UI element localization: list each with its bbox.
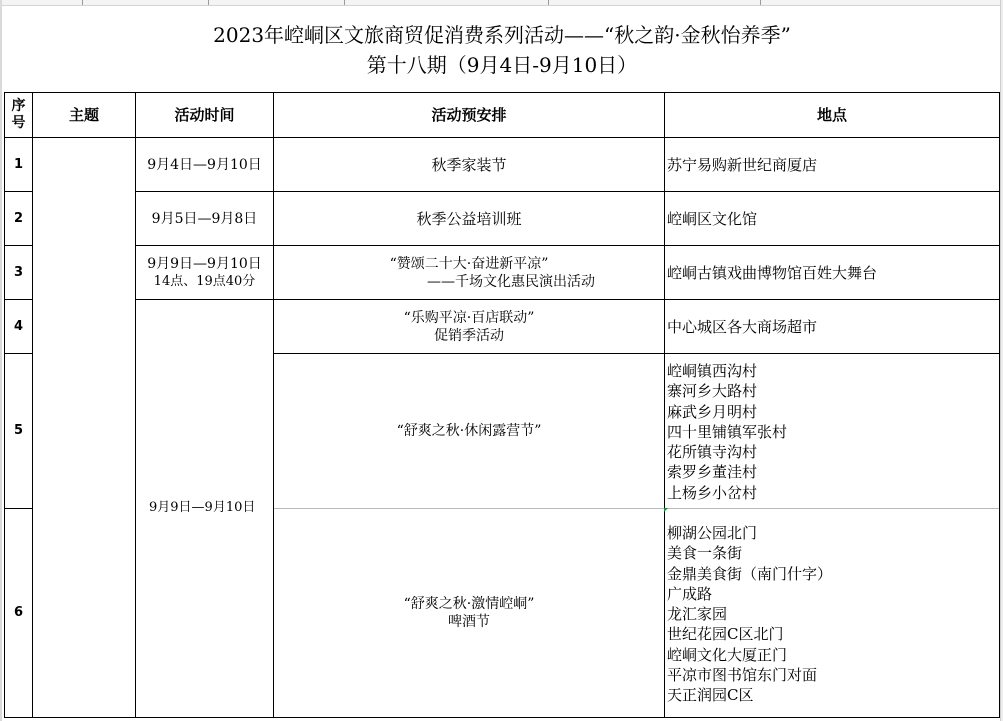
row-plan[interactable] <box>274 138 664 191</box>
column-tick <box>82 0 83 5</box>
row-place[interactable] <box>665 192 999 245</box>
row-plan[interactable] <box>274 300 664 353</box>
row-time-detail: 14点、19点40分 <box>153 273 256 289</box>
row-plan-label: “舒爽之秋·激情崆峒” <box>403 596 535 612</box>
row-place-label: 崆峒古镇戏曲博物馆百姓大舞台 <box>667 263 878 282</box>
row-place[interactable] <box>665 300 999 353</box>
row-seq[interactable] <box>5 192 32 245</box>
place-item: 崆峒镇西沟村 <box>667 362 758 380</box>
header-theme[interactable] <box>33 93 135 137</box>
header-place-label: 地点 <box>816 106 847 124</box>
row-plan[interactable] <box>274 354 664 508</box>
place-item: 天正润园C区 <box>667 686 754 705</box>
row-place-label: 苏宁易购新世纪商厦店 <box>667 155 818 174</box>
place-item: 四十里铺镇军张村 <box>667 422 788 441</box>
row-place[interactable] <box>665 509 999 717</box>
row-seq[interactable] <box>5 354 32 508</box>
row-seq-label: 4 <box>13 318 24 334</box>
row-seq-label: 1 <box>13 156 24 172</box>
theme-cell-merged[interactable] <box>33 138 135 717</box>
place-item: 美食一条街 <box>667 544 743 563</box>
place-item: 金鼎美食街（南门什字） <box>667 564 833 583</box>
row-seq[interactable] <box>5 246 32 299</box>
place-item: 龙汇家园 <box>667 605 728 624</box>
row-plan-subtitle: 促销季活动 <box>433 327 504 344</box>
row-place-label: 崆峒区文化馆 <box>667 209 758 228</box>
column-tick <box>344 0 345 5</box>
row-place[interactable] <box>665 354 999 508</box>
column-tick <box>208 0 209 5</box>
row-plan[interactable] <box>274 246 664 299</box>
header-theme-label: 主题 <box>68 106 99 124</box>
row-plan[interactable] <box>274 509 664 717</box>
row-plan-label: 秋季家装节 <box>431 155 507 174</box>
column-tick <box>548 0 549 5</box>
column-tick <box>760 0 761 5</box>
place-item: 上杨乡小岔村 <box>667 483 758 502</box>
sheet-left-gridline <box>0 0 2 721</box>
row-plan-label: “赞颂二十大·奋进新平凉” <box>389 255 549 272</box>
row-place-label: 中心城区各大商场超市 <box>667 317 818 336</box>
row-time[interactable] <box>136 192 273 245</box>
row-plan-label: “舒爽之秋·休闲露营节” <box>396 423 542 439</box>
row-seq-label: 2 <box>13 210 24 226</box>
row-plan[interactable] <box>274 192 664 245</box>
row-seq-label: 6 <box>13 605 24 620</box>
place-item: 柳湖公园北门 <box>667 524 758 542</box>
row-seq[interactable] <box>5 300 32 353</box>
place-item: 平凉市图书馆东门对面 <box>667 666 818 685</box>
header-plan[interactable] <box>274 93 664 137</box>
title-cell[interactable] <box>4 6 1000 92</box>
row-place[interactable] <box>665 138 999 191</box>
header-time[interactable] <box>136 93 273 137</box>
row-seq-label: 3 <box>13 264 24 280</box>
header-time-label: 活动时间 <box>174 106 235 124</box>
row-plan-label: “乐购平凉·百店联动” <box>403 309 535 326</box>
header-seq[interactable] <box>5 93 32 137</box>
place-item: 广成路 <box>667 584 713 603</box>
row-time-label: 9月4日—9月10日 <box>147 156 262 173</box>
header-seq-label: 序号 <box>11 98 26 131</box>
place-item: 麻武乡月明村 <box>667 402 758 421</box>
row-plan-subtitle: 啤酒节 <box>447 614 490 630</box>
row-seq[interactable] <box>5 509 32 717</box>
header-place[interactable] <box>665 93 999 137</box>
grid-line <box>999 92 1000 718</box>
place-item: 寨河乡大路村 <box>667 382 758 401</box>
grid-line <box>4 717 1000 718</box>
merged-time-label: 9月9日—9月10日 <box>149 500 256 515</box>
row-seq-label: 5 <box>13 423 24 438</box>
place-item: 索罗乡董洼村 <box>667 463 758 482</box>
row-plan-subtitle: ——千场文化惠民演出活动 <box>427 273 595 290</box>
place-item: 崆峒文化大厦正门 <box>667 645 788 664</box>
row-time[interactable] <box>136 138 273 191</box>
row-plan-label: 秋季公益培训班 <box>416 209 522 228</box>
sheet-subtitle: 第十八期（9月4日-9月10日） <box>366 53 638 77</box>
row-place[interactable] <box>665 246 999 299</box>
header-plan-label: 活动预安排 <box>431 106 507 124</box>
row-time[interactable] <box>136 246 273 299</box>
row-time-label: 9月9日—9月10日 <box>147 255 262 272</box>
row-seq[interactable] <box>5 138 32 191</box>
sheet-title: 2023年崆峒区文旅商贸促消费系列活动——“秋之韵·金秋怡养季” <box>213 23 791 47</box>
place-item: 世纪花园C区北门 <box>667 625 784 644</box>
row-time-label: 9月5日—9月8日 <box>151 210 258 227</box>
place-item: 花所镇寺沟村 <box>667 443 758 462</box>
